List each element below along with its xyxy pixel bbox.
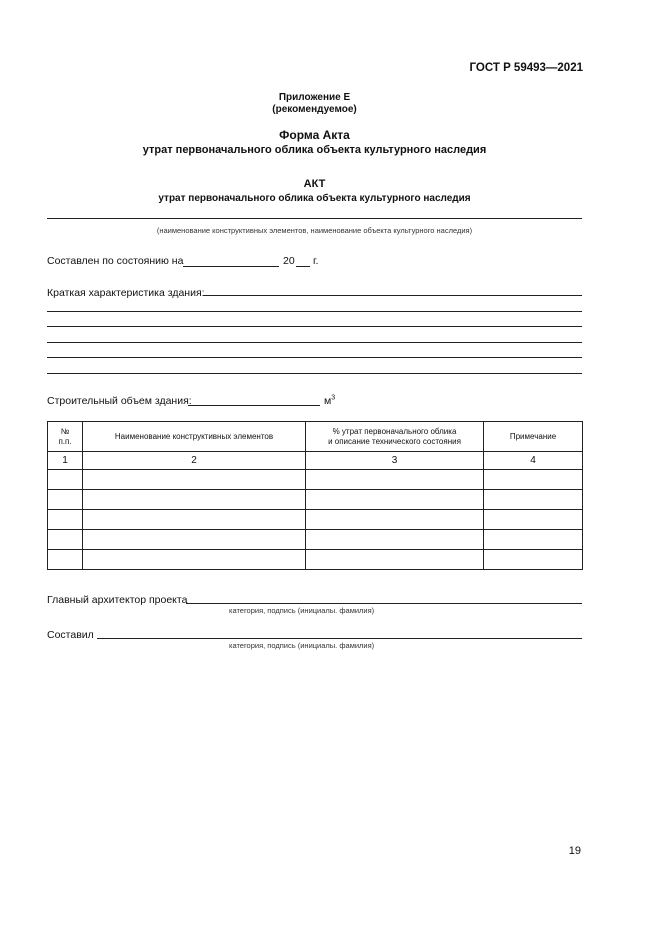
appendix-subtitle: (рекомендуемое) <box>272 104 357 115</box>
brief-label: Краткая характеристика здания: <box>47 287 205 299</box>
table-cell[interactable] <box>83 470 306 490</box>
brief-line-3[interactable] <box>47 326 582 327</box>
appendix-title: Приложение Е <box>278 92 351 103</box>
table-cell[interactable] <box>306 470 484 490</box>
table-cell[interactable] <box>484 510 583 530</box>
volume-label: Строительный объем здания: <box>47 395 192 407</box>
volume-line[interactable] <box>188 405 320 406</box>
brief-line-4[interactable] <box>47 342 582 343</box>
table-row <box>48 510 583 530</box>
compiled-date-label: Составлен по состоянию на <box>47 255 184 267</box>
compiled-by-caption: категория, подпись (инициалы. фамилия) <box>229 641 375 650</box>
table-cell[interactable] <box>83 550 306 570</box>
table-cell[interactable] <box>306 550 484 570</box>
form-subtitle: утрат первоначального облика объекта культурного наследия <box>142 144 487 156</box>
table-cell[interactable] <box>48 530 83 550</box>
chief-architect-label: Главный архитектор проекта <box>47 594 188 606</box>
form-title: Форма Акта <box>279 128 350 142</box>
header-note: Примечание <box>484 422 583 452</box>
compiled-date-line[interactable] <box>183 266 279 267</box>
table-cell[interactable] <box>484 550 583 570</box>
act-subtitle: утрат первоначального облика объекта культурного наследия <box>158 193 471 204</box>
standard-number: ГОСТ Р 59493—2021 <box>469 62 583 74</box>
brief-line-5[interactable] <box>47 357 582 358</box>
column-number-4: 4 <box>484 452 583 470</box>
object-name-caption: (наименование конструктивных элементов, наименование объекта культурного наследия) <box>156 226 473 235</box>
act-title: АКТ <box>303 178 326 190</box>
volume-unit: $м^3$ <box>324 394 336 407</box>
table-cell[interactable] <box>484 470 583 490</box>
table-cell[interactable] <box>484 530 583 550</box>
chief-architect-line[interactable] <box>186 603 582 604</box>
year-line[interactable] <box>296 266 310 267</box>
year-suffix: г. <box>313 255 319 267</box>
compiled-by-line[interactable] <box>97 638 582 639</box>
table-cell[interactable] <box>306 510 484 530</box>
table-column-numbers-row <box>48 452 583 470</box>
table-cell[interactable] <box>83 490 306 510</box>
compiled-by-label: Составил <box>47 629 94 641</box>
header-number: № п.п. <box>48 422 83 452</box>
page-number: 19 <box>568 845 581 857</box>
table-cell[interactable] <box>306 530 484 550</box>
act-table <box>47 421 583 570</box>
column-number-2: 2 <box>83 452 306 470</box>
table-header-row <box>48 422 583 452</box>
table-row <box>48 490 583 510</box>
table-cell[interactable] <box>48 470 83 490</box>
table-row <box>48 550 583 570</box>
table-row <box>48 470 583 490</box>
table-cell[interactable] <box>83 530 306 550</box>
column-number-3: 3 <box>306 452 484 470</box>
object-name-line[interactable] <box>47 218 582 219</box>
table-cell[interactable] <box>48 510 83 530</box>
table-cell[interactable] <box>83 510 306 530</box>
year-prefix: 20 <box>283 255 295 267</box>
table-cell[interactable] <box>48 490 83 510</box>
brief-line-1[interactable] <box>203 295 582 296</box>
brief-line-6[interactable] <box>47 373 582 374</box>
brief-line-2[interactable] <box>47 311 582 312</box>
table-cell[interactable] <box>48 550 83 570</box>
chief-architect-caption: категория, подпись (инициалы. фамилия) <box>229 606 375 615</box>
header-loss-percent: % утрат первоначального облика и описание технического состояния <box>306 422 484 452</box>
header-element-name: Наименование конструктивных элементов <box>83 422 306 452</box>
table-cell[interactable] <box>484 490 583 510</box>
table-cell[interactable] <box>306 490 484 510</box>
column-number-1: 1 <box>48 452 83 470</box>
table-row <box>48 530 583 550</box>
